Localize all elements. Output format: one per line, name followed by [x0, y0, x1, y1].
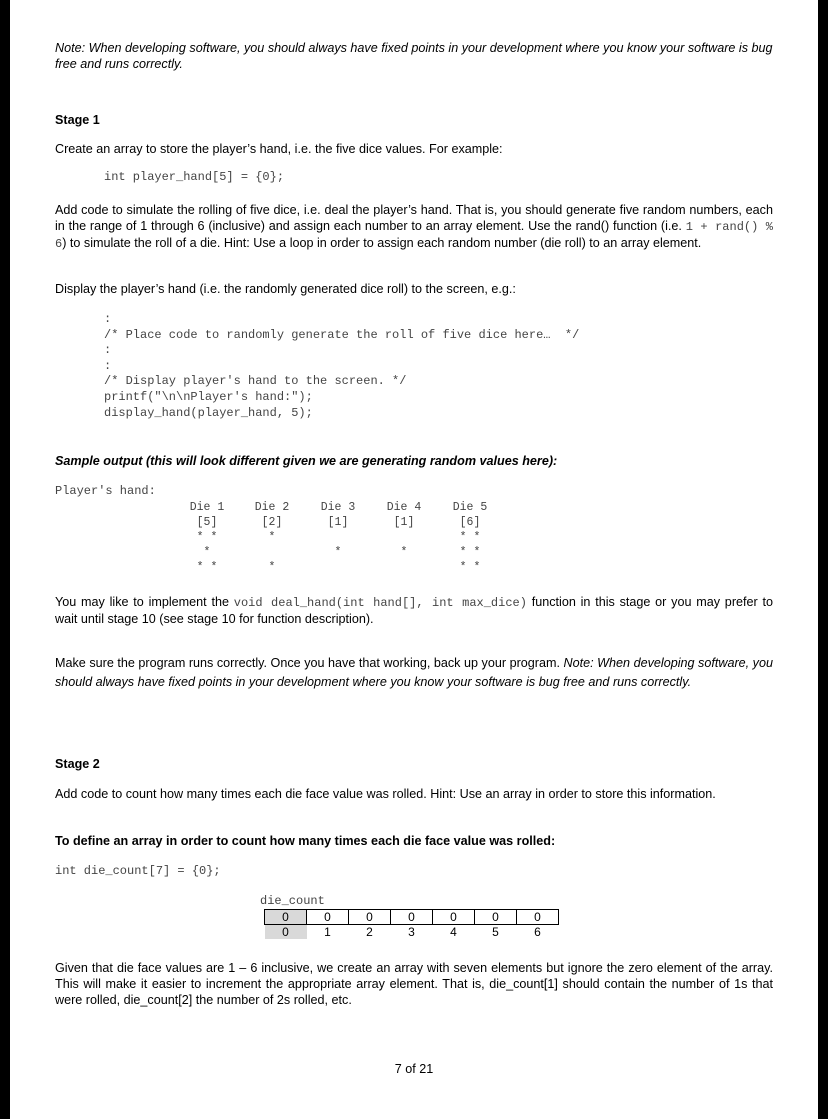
array-cell: 0 — [517, 910, 559, 925]
stage2-heading: Stage 2 — [55, 757, 100, 771]
die-pips-row: * — [400, 546, 408, 559]
stage1-rand-paragraph — [55, 202, 773, 252]
die-count-diagram-label: die_count — [260, 894, 325, 908]
die-1 — [182, 500, 232, 575]
die-count-table — [264, 909, 559, 939]
array-cell: 0 — [265, 910, 307, 925]
stage1-heading: Stage 1 — [55, 113, 100, 127]
die-4 — [379, 500, 429, 575]
die-pips-row: * * — [459, 531, 481, 544]
document-page — [10, 0, 818, 1119]
die-count-declaration: int die_count[7] = {0}; — [55, 864, 221, 878]
die-label: Die 3 — [320, 501, 356, 514]
array-index: 5 — [492, 925, 499, 939]
rand-paragraph-part2: ) to simulate the roll of a die. Hint: Use a loop in order to assign each random number (die roll) to an array element. — [62, 236, 702, 250]
note-top: Note: When developing software, you should always have fixed points in your development where you know your software is bug free and runs correctly. — [55, 41, 773, 71]
die-value: [1] — [393, 516, 415, 529]
array-index: 4 — [450, 925, 457, 939]
die-pips-row — [313, 530, 363, 545]
array-index: 1 — [324, 925, 331, 939]
die-2 — [247, 500, 297, 575]
player-hand-declaration: int player_hand[5] = {0}; — [104, 170, 285, 184]
array-cell: 0 — [349, 910, 391, 925]
stage1-intro: Create an array to store the player’s hand, i.e. the five dice values. For example: — [55, 142, 503, 156]
array-cell: 0 — [433, 910, 475, 925]
display-hand-instruction: Display the player’s hand (i.e. the randomly generated dice roll) to the screen, e.g.: — [55, 282, 516, 296]
deal-hand-signature: void deal_hand(int hand[], int max_dice) — [233, 596, 527, 610]
die-pips-row — [379, 560, 429, 575]
die-value: [6] — [459, 516, 481, 529]
die-value: [1] — [327, 516, 349, 529]
die-pips-row: * — [268, 561, 276, 574]
die-pips-row: * — [334, 546, 342, 559]
deal-hand-part1: You may like to implement the — [55, 595, 234, 609]
die-count-explanation: Given that die face values are 1 – 6 inclusive, we create an array with seven elements but ignore the zero element of the array. This will make it easier to increment the appropriate array element. That is, die_count[1] should contain the number of 1s that were rolled, die_count[2] the number of 2s rolled, etc. — [55, 961, 773, 1007]
die-3 — [313, 500, 363, 575]
die-label: Die 5 — [452, 501, 488, 514]
stage2-paragraph: Add code to count how many times each die face value was rolled. Hint: Use an array in order to store this information. — [55, 787, 716, 801]
die-pips-row: * * — [196, 561, 218, 574]
die-pips-row — [379, 530, 429, 545]
die-count-index-row — [265, 925, 559, 940]
backup-text: Make sure the program runs correctly. Once you have that working, back up your program. — [55, 656, 564, 670]
die-pips-row: * * — [459, 561, 481, 574]
die-pips-row: * * — [196, 531, 218, 544]
array-index: 3 — [408, 925, 415, 939]
array-cell: 0 — [391, 910, 433, 925]
die-pips-row — [313, 560, 363, 575]
array-cell: 0 — [307, 910, 349, 925]
array-index: 0 — [265, 925, 307, 940]
die-pips-row: * — [203, 546, 211, 559]
die-pips-row: * * — [459, 546, 481, 559]
rand-expression-code: 1 + rand() % 6 — [55, 220, 773, 251]
die-count-diagram — [264, 909, 559, 939]
sample-output-label: Player's hand: — [55, 484, 156, 498]
die-value: [5] — [196, 516, 218, 529]
die-value: [2] — [261, 516, 283, 529]
die-pips-row: * — [268, 531, 276, 544]
die-label: Die 1 — [189, 501, 225, 514]
array-cell: 0 — [475, 910, 517, 925]
die-pips-row — [247, 545, 297, 560]
backup-paragraph — [55, 654, 773, 692]
die-count-values-row — [265, 910, 559, 925]
define-array-heading: To define an array in order to count how many times each die face value was rolled: — [55, 834, 556, 848]
rand-paragraph-part1: Add code to simulate the rolling of five dice, i.e. deal the player’s hand. That is, you should generate five random numbers, each in the range of 1 through 6 (inclusive) and assign each number to an array element. Use the rand() function (i.e. — [55, 203, 773, 233]
code-block-display-hand: : /* Place code to randomly generate the roll of five dice here… */ : : /* Display player's hand to the screen. */ printf("\n\nPlayer's hand:"); display_hand(player_hand, 5); — [104, 312, 580, 420]
page-number: 7 of 21 — [394, 1062, 434, 1076]
array-index: 6 — [534, 925, 541, 939]
die-label: Die 2 — [254, 501, 290, 514]
deal-hand-paragraph — [55, 594, 773, 627]
sample-output-heading: Sample output (this will look different given we are generating random values here): — [55, 454, 558, 468]
deal-hand-part2: function in this stage or you may prefer to wait until stage 10 (see stage 10 for function description). — [55, 595, 773, 626]
backup-note: Note: When developing software, you should always have fixed points in your development where you know your software is bug free and runs correctly. — [55, 656, 773, 689]
die-label: Die 4 — [386, 501, 422, 514]
array-index: 2 — [366, 925, 373, 939]
die-5 — [445, 500, 495, 575]
